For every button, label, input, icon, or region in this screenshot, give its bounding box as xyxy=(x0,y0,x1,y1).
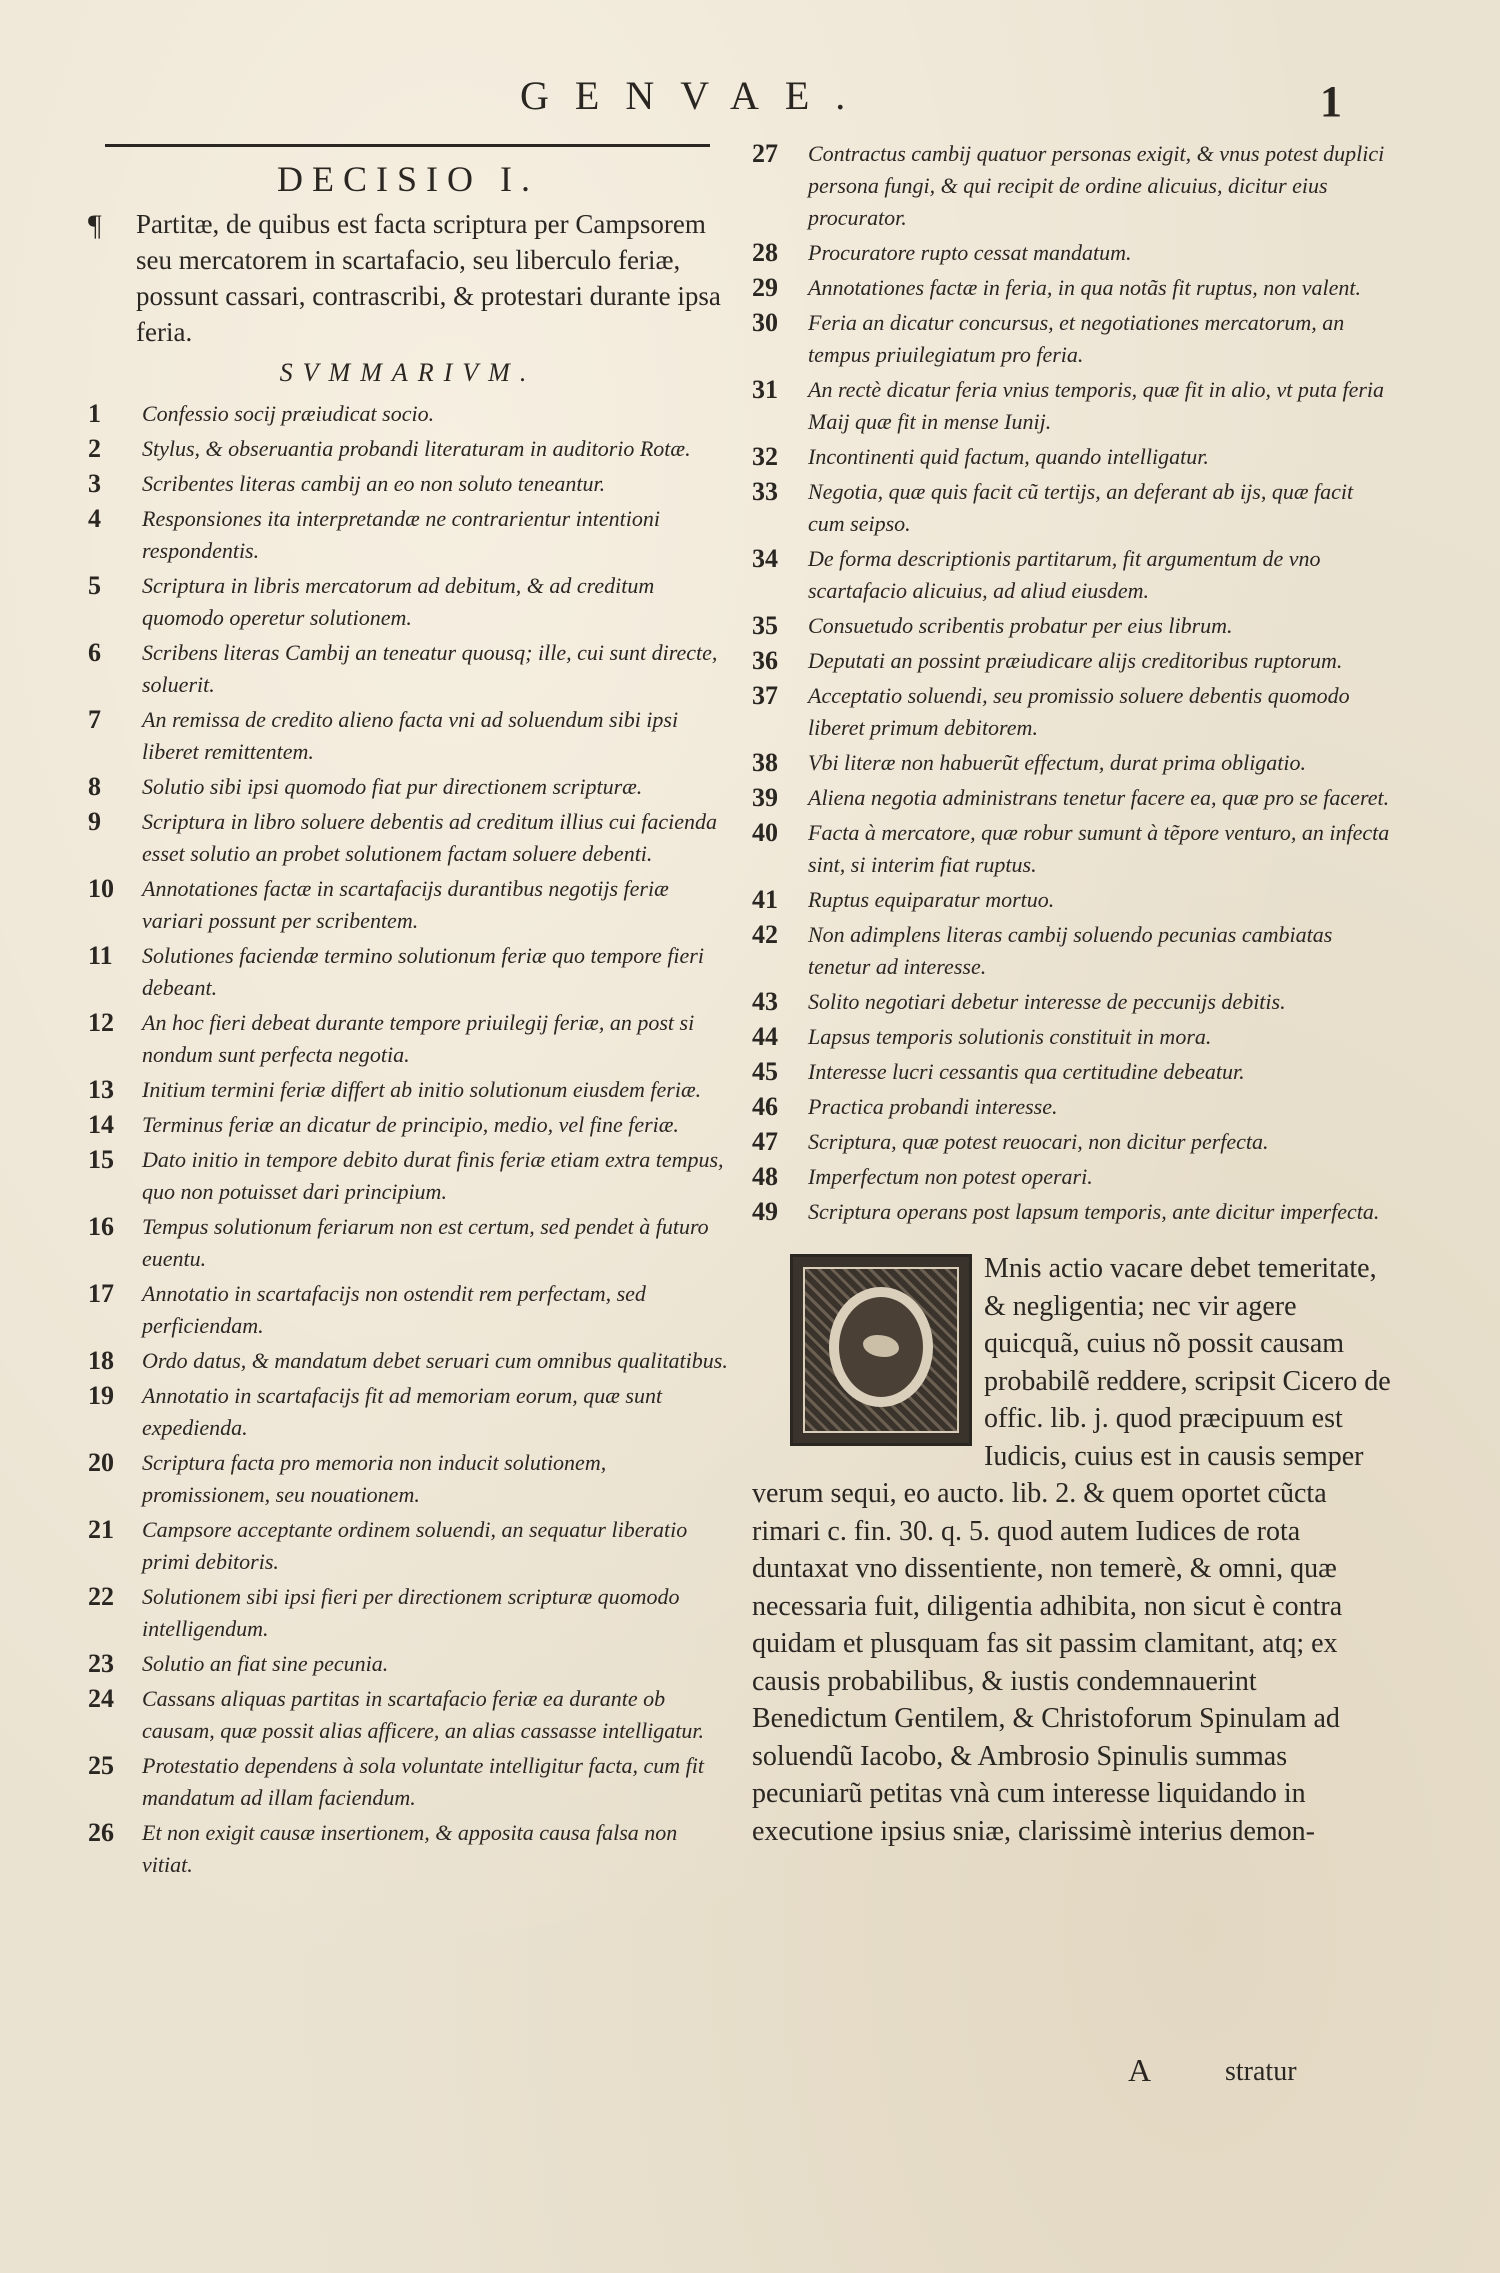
summary-entry xyxy=(88,1144,728,1208)
summary-entry xyxy=(88,1648,728,1680)
summary-entry xyxy=(752,919,1392,983)
summary-entry xyxy=(752,1021,1392,1053)
entry-number: 47 xyxy=(752,1127,778,1156)
entry-number: 2 xyxy=(88,434,101,463)
summary-entry xyxy=(88,1447,728,1511)
entry-number: 25 xyxy=(88,1751,114,1780)
summary-entry xyxy=(752,1196,1392,1228)
entry-text: An remissa de credito alieno facta vni ad soluendum sibi ipsi liberet remittentem. xyxy=(142,707,679,764)
entry-number: 16 xyxy=(88,1212,114,1241)
running-head: GENVAE. xyxy=(520,73,872,118)
entry-number: 37 xyxy=(752,681,778,710)
pilcrow-icon: ¶ xyxy=(88,209,102,242)
entry-text: Ruptus equiparatur mortuo. xyxy=(808,887,1055,912)
entry-number: 24 xyxy=(88,1684,114,1713)
entry-text: Feria an dicatur concursus, et negotiationes mercatorum, an tempus priuilegiatum pro feria. xyxy=(808,310,1345,367)
summary-entry xyxy=(88,433,728,465)
entry-number: 42 xyxy=(752,920,778,949)
entry-number: 31 xyxy=(752,375,778,404)
header-rule xyxy=(105,144,710,147)
entry-number: 14 xyxy=(88,1110,114,1139)
summary-entry xyxy=(88,503,728,567)
entry-number: 45 xyxy=(752,1057,778,1086)
entry-text: Tempus solutionum feriarum non est certum, sed pendet à futuro euentu. xyxy=(142,1214,709,1271)
entry-text: Scriptura facta pro memoria non inducit solutionem, promissionem, seu nouationem. xyxy=(142,1450,607,1507)
entry-number: 12 xyxy=(88,1008,114,1037)
entry-number: 49 xyxy=(752,1197,778,1226)
entry-text: Ordo datus, & mandatum debet seruari cum omnibus qualitatibus. xyxy=(142,1348,728,1373)
entry-number: 34 xyxy=(752,544,778,573)
summary-entry xyxy=(88,1074,728,1106)
entry-text: Responsiones ita interpretandæ ne contrarientur intentioni respondentis. xyxy=(142,506,660,563)
entry-number: 18 xyxy=(88,1346,114,1375)
summary-entry xyxy=(88,398,728,430)
summary-entry xyxy=(752,543,1392,607)
entry-number: 30 xyxy=(752,308,778,337)
entry-text: Acceptatio soluendi, seu promissio soluere debentis quomodo liberet primum debitorem. xyxy=(808,683,1350,740)
summary-entry xyxy=(752,441,1392,473)
entry-text: Terminus feriæ an dicatur de principio, medio, vel fine feriæ. xyxy=(142,1112,679,1137)
summary-entry xyxy=(752,782,1392,814)
entry-text: Vbi literæ non habuerũt effectum, durat prima obligatio. xyxy=(808,750,1307,775)
body-text-block xyxy=(752,1250,1392,1850)
entry-number: 4 xyxy=(88,504,101,533)
entry-number: 26 xyxy=(88,1818,114,1847)
summary-entry xyxy=(752,476,1392,540)
entry-number: 40 xyxy=(752,818,778,847)
summary-entry xyxy=(88,1514,728,1578)
summary-entry xyxy=(752,645,1392,677)
entry-text: Scriptura in libro soluere debentis ad creditum illius cui facienda esset solutio an probet solutionem factam soluere debenti. xyxy=(142,809,717,866)
summary-entry xyxy=(88,704,728,768)
summary-entry xyxy=(752,680,1392,744)
entry-text: De forma descriptionis partitarum, fit argumentum de vno scartafacio alicuius, ad aliud eiusdem. xyxy=(808,546,1321,603)
entry-number: 5 xyxy=(88,571,101,600)
summary-entry xyxy=(88,1211,728,1275)
summary-entry xyxy=(88,1345,728,1377)
entry-text: Scribens literas Cambij an teneatur quousq; ille, cui sunt directe, soluerit. xyxy=(142,640,718,697)
summary-entry xyxy=(88,1683,728,1747)
entry-text: Practica probandi interesse. xyxy=(808,1094,1058,1119)
entry-number: 19 xyxy=(88,1381,114,1410)
entry-number: 38 xyxy=(752,748,778,777)
entry-text: An hoc fieri debeat durante tempore priuilegij feriæ, an post si nondum sunt perfecta negotia. xyxy=(142,1010,695,1067)
entry-number: 35 xyxy=(752,611,778,640)
entry-number: 44 xyxy=(752,1022,778,1051)
entry-text: Aliena negotia administrans tenetur facere ea, quæ pro se faceret. xyxy=(808,785,1390,810)
entry-number: 32 xyxy=(752,442,778,471)
entry-number: 8 xyxy=(88,772,101,801)
entry-number: 39 xyxy=(752,783,778,812)
entry-text: Dato initio in tempore debito durat finis feriæ etiam extra tempus, quo non potuisset dari principium. xyxy=(142,1147,724,1204)
entry-text: Solutio sibi ipsi quomodo fiat pur directionem scripturæ. xyxy=(142,774,643,799)
body-text: Mnis actio vacare debet temeritate, & negligentia; nec vir agere quicquã, cuius nõ possit causam probabilẽ reddere, scripsit Cicero de offic. lib. j. quod præcipuum est Iudicis, cuius est in causis semper verum sequi, eo aucto. lib. 2. & quem oportet cũcta rimari c. fin. 30. q. 5. quod autem Iudices de rota duntaxat vno dissentiente, non temerè, & omni, quæ necessaria fuit, diligentia adhibita, non sicut è contra quidam et plusquam fas sit passim clamitant, atq; ex causis probabilibus, & iustis condemnauerint Benedictum Gentilem, & Christoforum Spinulam ad soluendũ Iacobo, & Ambrosio Spinulis summas pecuniarũ petitas vnà cum interesse liquidando in executione ipsius sniæ, clarissimè interius demon- xyxy=(752,1253,1391,1847)
entry-text: Confessio socij præiudicat socio. xyxy=(142,401,435,426)
entry-text: Interesse lucri cessantis qua certitudine debeatur. xyxy=(808,1059,1245,1084)
summary-entry xyxy=(88,1380,728,1444)
entry-number: 3 xyxy=(88,469,101,498)
entry-text: Contractus cambij quatuor personas exigit, & vnus potest duplici persona fungi, & qui recipit de ordine alicuius, dicitur eius procurator. xyxy=(808,141,1385,230)
entry-text: Campsore acceptante ordinem soluendi, an sequatur liberatio primi debitoris. xyxy=(142,1517,688,1574)
entry-text: Solutio an fiat sine pecunia. xyxy=(142,1651,389,1676)
summary-list-left xyxy=(88,398,728,1881)
entry-number: 1 xyxy=(88,399,101,428)
entry-number: 48 xyxy=(752,1162,778,1191)
summary-entry xyxy=(88,1581,728,1645)
entry-text: Procuratore rupto cessat mandatum. xyxy=(808,240,1132,265)
summary-entry xyxy=(88,1278,728,1342)
summary-entry xyxy=(88,873,728,937)
entry-number: 17 xyxy=(88,1279,114,1308)
summary-entry xyxy=(88,468,728,500)
entry-number: 9 xyxy=(88,807,101,836)
summary-list-right xyxy=(752,138,1392,1228)
entry-number: 36 xyxy=(752,646,778,675)
entry-number: 28 xyxy=(752,238,778,267)
summary-entry xyxy=(752,747,1392,779)
summary-entry xyxy=(752,610,1392,642)
entry-number: 6 xyxy=(88,638,101,667)
entry-text: Solito negotiari debetur interesse de peccunijs debitis. xyxy=(808,989,1286,1014)
summary-entry xyxy=(752,1126,1392,1158)
signature-mark: A xyxy=(1128,2052,1152,2088)
summary-entry xyxy=(88,806,728,870)
entry-number: 41 xyxy=(752,885,778,914)
entry-text: Scriptura operans post lapsum temporis, ante dicitur imperfecta. xyxy=(808,1199,1380,1224)
entry-text: Annotationes factæ in feria, in qua notãs fit ruptus, non valent. xyxy=(808,275,1362,300)
entry-text: Stylus, & obseruantia probandi literaturam in auditorio Rotæ. xyxy=(142,436,691,461)
entry-text: An rectè dicatur feria vnius temporis, quæ fit in alio, vt puta feria Maij quæ fit in mense Iunij. xyxy=(808,377,1385,434)
catchword: stratur xyxy=(1225,2056,1297,2087)
summary-entry xyxy=(752,307,1392,371)
summary-entry xyxy=(88,1750,728,1814)
entry-number: 33 xyxy=(752,477,778,506)
entry-text: Incontinenti quid factum, quando intelligatur. xyxy=(808,444,1209,469)
decision-heading: DECISIO I. xyxy=(277,159,539,199)
entry-text: Annotatio in scartafacijs non ostendit rem perfectam, sed perficiendam. xyxy=(142,1281,646,1338)
entry-text: Deputati an possint præiudicare alijs creditoribus ruptorum. xyxy=(808,648,1343,673)
summary-entry xyxy=(88,637,728,701)
entry-number: 21 xyxy=(88,1515,114,1544)
summary-entry xyxy=(88,771,728,803)
entry-number: 11 xyxy=(88,941,113,970)
entry-number: 13 xyxy=(88,1075,114,1104)
entry-text: Scribentes literas cambij an eo non soluto teneantur. xyxy=(142,471,606,496)
rubric-text: Partitæ, de quibus est facta scriptura per Campsorem seu mercatorem in scartafacio, seu liberculo feriæ, possunt cassari, contrascribi, & protestari durante ipsa feria. xyxy=(136,209,721,347)
left-column xyxy=(88,150,728,1884)
summary-entry xyxy=(752,1161,1392,1193)
summary-entry xyxy=(88,1817,728,1881)
summary-entry xyxy=(752,884,1392,916)
summary-entry xyxy=(752,272,1392,304)
entry-text: Negotia, quæ quis facit cũ tertijs, an deferant ab ijs, quæ facit cum seipso. xyxy=(808,479,1354,536)
entry-text: Scriptura in libris mercatorum ad debitum, & ad creditum quomodo operetur solutionem. xyxy=(142,573,655,630)
entry-number: 10 xyxy=(88,874,114,903)
summary-entry xyxy=(88,570,728,634)
folio-number: 1 xyxy=(1320,77,1342,126)
entry-text: Lapsus temporis solutionis constituit in mora. xyxy=(808,1024,1212,1049)
entry-number: 23 xyxy=(88,1649,114,1678)
summary-entry xyxy=(752,237,1392,269)
right-column xyxy=(752,138,1392,1850)
entry-text: Imperfectum non potest operari. xyxy=(808,1164,1093,1189)
entry-number: 43 xyxy=(752,987,778,1016)
entry-number: 22 xyxy=(88,1582,114,1611)
summary-entry xyxy=(752,817,1392,881)
summary-entry xyxy=(752,1056,1392,1088)
rubric xyxy=(88,206,728,350)
entry-text: Solutionem sibi ipsi fieri per directionem scripturæ quomodo intelligendum. xyxy=(142,1584,680,1641)
summary-entry xyxy=(88,940,728,1004)
entry-text: Annotatio in scartafacijs fit ad memoriam eorum, quæ sunt expedienda. xyxy=(142,1383,663,1440)
entry-number: 46 xyxy=(752,1092,778,1121)
entry-text: Consuetudo scribentis probatur per eius librum. xyxy=(808,613,1233,638)
entry-text: Initium termini feriæ differt ab initio solutionum eiusdem feriæ. xyxy=(142,1077,702,1102)
entry-text: Cassans aliquas partitas in scartafacio feriæ ea durante ob causam, quæ possit alias afficere, an alias cassasse intelligatur. xyxy=(142,1686,705,1743)
summary-entry xyxy=(752,986,1392,1018)
entry-text: Solutiones faciendæ termino solutionum feriæ quo tempore fieri debeant. xyxy=(142,943,704,1000)
summary-entry xyxy=(752,374,1392,438)
summary-entry xyxy=(88,1007,728,1071)
entry-number: 15 xyxy=(88,1145,114,1174)
summarium-heading: SVMMARIVM. xyxy=(279,358,537,387)
summary-entry xyxy=(752,1091,1392,1123)
entry-text: Annotationes factæ in scartafacijs durantibus negotijs feriæ variari possunt per scribentem. xyxy=(142,876,669,933)
entry-text: Scriptura, quæ potest reuocari, non dicitur perfecta. xyxy=(808,1129,1269,1154)
entry-number: 20 xyxy=(88,1448,114,1477)
entry-number: 29 xyxy=(752,273,778,302)
summary-entry xyxy=(88,1109,728,1141)
entry-text: Facta à mercatore, quæ robur sumunt à tẽpore venturo, an infecta sint, si interim fiat ruptus. xyxy=(808,820,1390,877)
decorated-initial-o-icon xyxy=(790,1254,972,1446)
entry-number: 7 xyxy=(88,705,101,734)
entry-text: Non adimplens literas cambij soluendo pecunias cambiatas tenetur ad interesse. xyxy=(808,922,1333,979)
summary-entry xyxy=(752,138,1392,234)
entry-text: Protestatio dependens à sola voluntate intelligitur facta, cum fit mandatum ad illam faciendum. xyxy=(142,1753,704,1810)
entry-text: Et non exigit causæ insertionem, & apposita causa falsa non vitiat. xyxy=(142,1820,678,1877)
entry-number: 27 xyxy=(752,139,778,168)
